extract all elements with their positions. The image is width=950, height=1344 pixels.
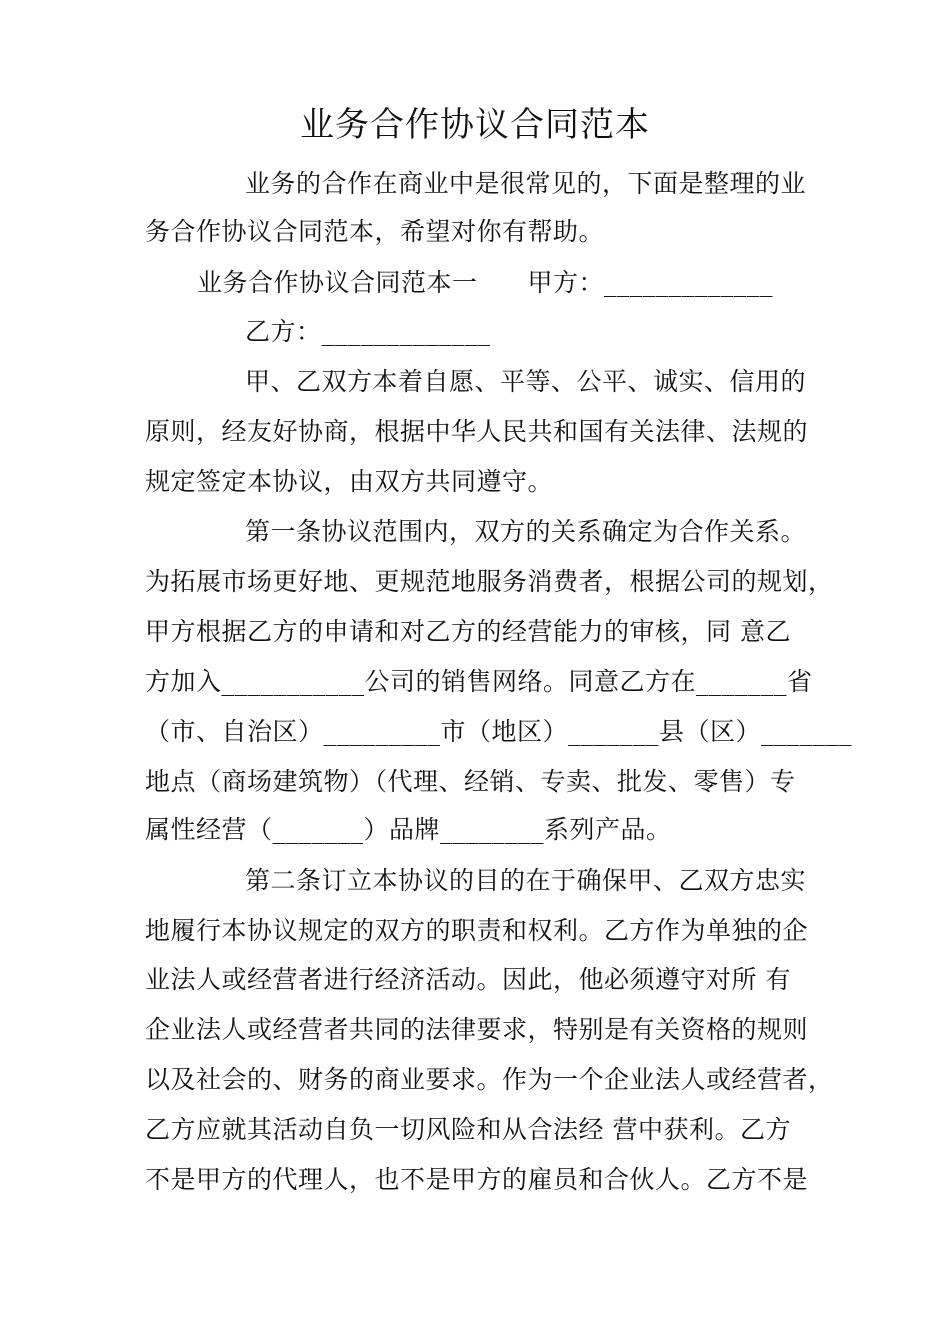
paragraph-line: 原则，经友好协商，根据中华人民共和国有关法律、法规的	[145, 417, 809, 446]
party-a-field: 甲方：_____________	[527, 268, 774, 297]
article-2-line: 不是甲方的代理人，也不是甲方的雇员和合伙人。乙方不是	[145, 1165, 809, 1194]
article-2-line: 以及社会的、财务的商业要求。作为一个企业法人或经营者，	[145, 1065, 834, 1094]
article-2-line: 乙方应就其活动自负一切风险和从合法经 营中获利。乙方	[145, 1115, 791, 1144]
intro-line-2: 务合作协议合同范本，希望对你有帮助。	[145, 217, 605, 246]
paragraph-line: 规定签定本协议，由双方共同遵守。	[145, 467, 554, 496]
article-1-line: 方加入___________公司的销售网络。同意乙方在_______省	[145, 667, 813, 696]
article-2-line: 企业法人或经营者共同的法律要求，特别是有关资格的规则	[145, 1015, 809, 1044]
article-2-line: 第二条订立本协议的目的在于确保甲、乙双方忠实	[245, 866, 807, 895]
article-2-line: 业法人或经营者进行经济活动。因此，他必须遵守对所 有	[145, 965, 791, 994]
article-1-line: 属性经营（_______）品牌________系列产品。	[145, 815, 672, 844]
article-1-line: 第一条协议范围内，双方的关系确定为合作关系。	[245, 517, 807, 546]
article-2-line: 地履行本协议规定的双方的职责和权利。乙方作为单独的企	[145, 916, 809, 945]
party-a-row	[197, 265, 877, 301]
article-1-line: 地点（商场建筑物）（代理、经销、专卖、批发、零售）专	[145, 767, 796, 796]
article-1-line: 甲方根据乙方的申请和对乙方的经营能力的审核，同 意乙	[145, 617, 791, 646]
article-1-line: （市、自治区）_________市（地区）_______县（区）_______	[145, 717, 853, 746]
document-title: 业务合作协议合同范本	[300, 105, 650, 145]
paragraph-line: 甲、乙双方本着自愿、平等、公平、诚实、信用的	[245, 367, 807, 396]
article-1-line: 为拓展市场更好地、更规范地服务消费者，根据公司的规划，	[145, 567, 834, 596]
party-b-field: 乙方：_____________	[245, 317, 491, 346]
section-heading: 业务合作协议合同范本一	[197, 268, 478, 297]
intro-line-1: 业务的合作在商业中是很常见的，下面是整理的业	[245, 169, 807, 198]
